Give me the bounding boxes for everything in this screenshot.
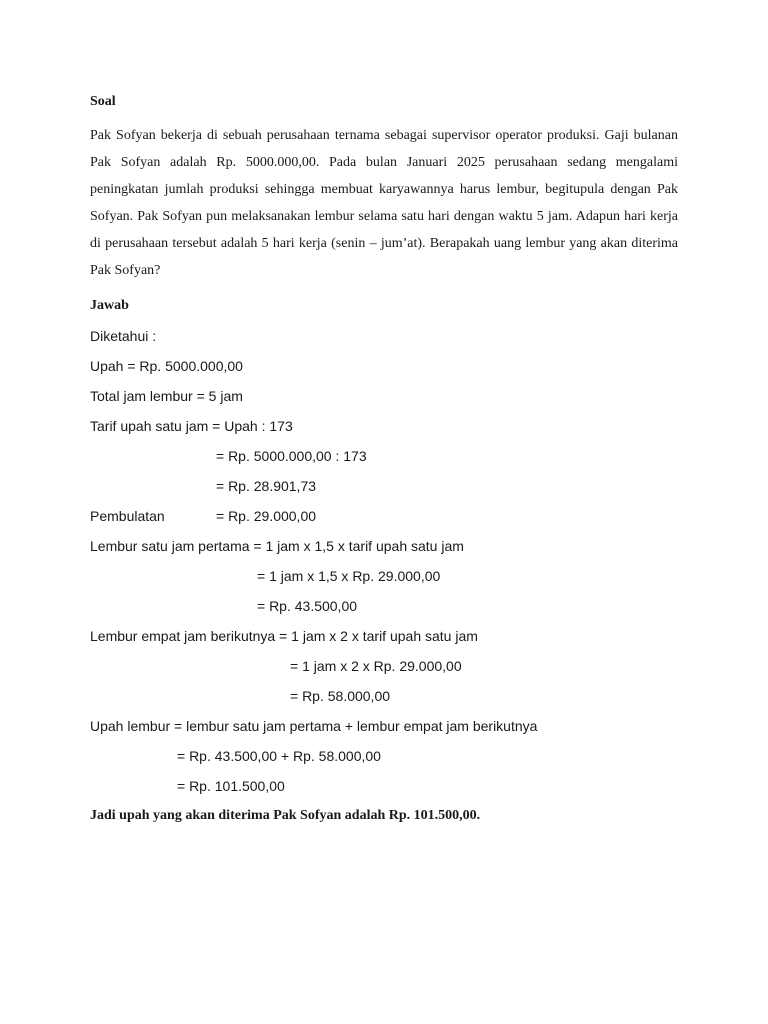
conclusion: Jadi upah yang akan diterima Pak Sofyan adalah Rp. 101.500,00. xyxy=(90,808,481,823)
wage-line: Upah = Rp. 5000.000,00 xyxy=(90,358,243,374)
total-hours-line: Total jam lembur = 5 jam xyxy=(90,388,243,404)
known-label: Diketahui : xyxy=(90,328,157,344)
next-hours-step1: = 1 jam x 2 x Rp. 29.000,00 xyxy=(290,658,462,674)
question-heading: Soal xyxy=(90,94,116,109)
rounding-value: = Rp. 29.000,00 xyxy=(216,508,317,524)
overtime-pay-step1: = Rp. 43.500,00 + Rp. 58.000,00 xyxy=(177,748,381,764)
hourly-rate-step2: = Rp. 28.901,73 xyxy=(216,478,317,494)
overtime-pay-step2: = Rp. 101.500,00 xyxy=(177,778,285,794)
question-paragraph: Pak Sofyan bekerja di sebuah perusahaan ternama sebagai supervisor operator produksi. Gaji bulanan Pak Sofyan adalah Rp. 5000.000,00. Pada bulan Januari 2025 perusahaan sedang mengalami peningkatan jumlah produksi sehingga membuat karyawannya harus lembur, begitupula dengan Pak Sofyan. Pak Sofyan pun melaksanakan lembur selama satu hari dengan waktu 5 jam. Adapun hari kerja di perusahaan tersebut adalah 5 hari kerja (senin – jum’at). Berapakah uang lembur yang akan diterima Pak Sofyan? xyxy=(90,128,678,278)
rounding-label: Pembulatan xyxy=(90,508,165,524)
first-hour-step2: = Rp. 43.500,00 xyxy=(257,598,358,614)
first-hour-step1: = 1 jam x 1,5 x Rp. 29.000,00 xyxy=(257,568,441,584)
next-hours-step2: = Rp. 58.000,00 xyxy=(290,688,391,704)
hourly-rate-step1: = Rp. 5000.000,00 : 173 xyxy=(216,448,367,464)
hourly-rate-formula: Tarif upah satu jam = Upah : 173 xyxy=(90,418,293,434)
first-hour-formula: Lembur satu jam pertama = 1 jam x 1,5 x tarif upah satu jam xyxy=(90,538,464,554)
answer-heading: Jawab xyxy=(90,298,129,313)
overtime-pay-formula: Upah lembur = lembur satu jam pertama + lembur empat jam berikutnya xyxy=(90,718,538,734)
next-hours-formula: Lembur empat jam berikutnya = 1 jam x 2 x tarif upah satu jam xyxy=(90,628,478,644)
